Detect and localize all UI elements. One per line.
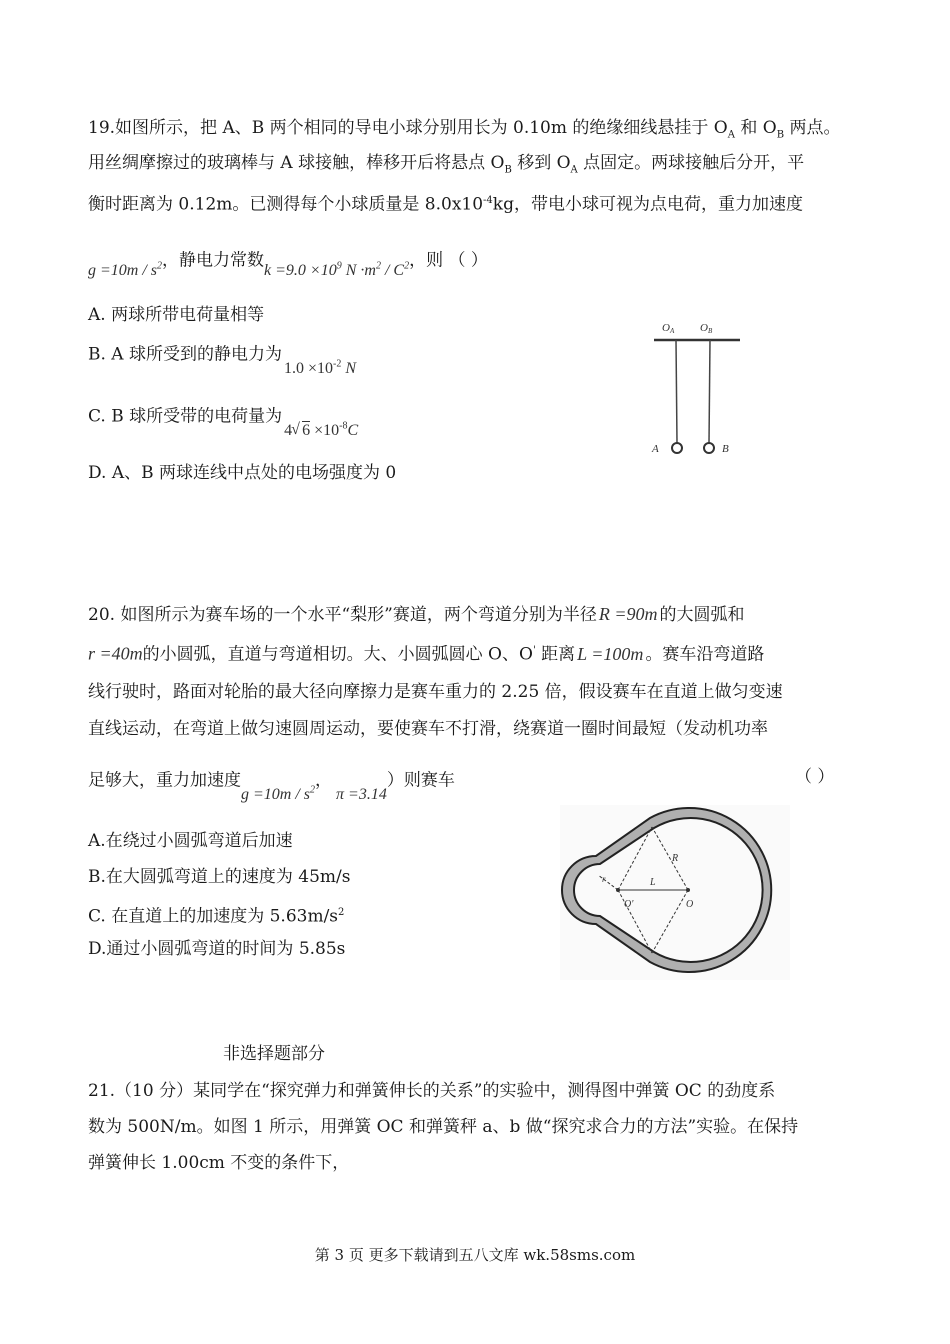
radius-r-formula: r =40m [88, 643, 143, 664]
q20-line-5 [88, 766, 455, 804]
q19-sub: A [570, 164, 578, 176]
option-text: C. 在直道上的加速度为 5.63m/s [88, 906, 339, 927]
q20-text: 距离 [535, 644, 576, 665]
q20-text: 足够大，重力加速度 [88, 770, 241, 791]
q19-text: 移到 O [511, 153, 571, 173]
q20-text: 线行驶时，路面对轮胎的最大径向摩擦力是赛车重力的 2.25 倍，假设赛车在直道上做匀变速 [88, 682, 783, 702]
q20-text: ）则赛车 [386, 770, 455, 791]
q20-text: 的大圆弧和 [659, 605, 745, 625]
q19-sup: -4 [483, 195, 493, 206]
option-text: D. A、B 两球连线中点处的电场强度为 0 [88, 463, 397, 483]
q19-sub: B [776, 129, 785, 141]
q20-line-2 [88, 640, 764, 666]
q20-text: 直线运动，在弯道上做匀速圆周运动，要使赛车不打滑，绕赛道一圈时间最短（发动机功率 [88, 719, 768, 739]
q20-option-b [88, 866, 351, 888]
q19-text: ，静电力常数 [162, 250, 265, 271]
math-sup: 2 [157, 261, 163, 272]
label-a: A [652, 443, 659, 455]
q19-sub: A [727, 129, 735, 141]
q20-track-figure [560, 805, 790, 980]
sqrt-expression [291, 421, 311, 440]
math-sup: -8 [339, 421, 348, 432]
q21-line-2 [88, 1116, 798, 1138]
option-text: B.在大圆弧弯道上的速度为 45m/s [88, 867, 351, 887]
radius-R-formula: R =90m [598, 604, 658, 624]
option-text: B. A 球所受到的静电力为 [88, 344, 282, 365]
q19-sub: B [504, 164, 512, 176]
pi-formula: π =3.14 [336, 786, 387, 804]
math-text: 1.0 ×10 [283, 360, 334, 378]
math-text: 4 [284, 422, 293, 440]
math-text: N ·m [341, 262, 376, 280]
label-ob: OB [700, 322, 713, 335]
option-text: C. B 球所受带的电荷量为 [88, 406, 283, 427]
math-sup: 2 [404, 261, 410, 272]
q19-pendulum-figure [640, 318, 760, 463]
q21-text: 21.（10 分）某同学在“探究弹力和弹簧伸长的关系”的实验中，测得图中弹簧 OC 的劲度系 [88, 1081, 776, 1101]
q19-text: 19.如图所示，把 A、B 两个相同的导电小球分别用长为 0.10m 的绝缘细线悬挂于 O [88, 118, 728, 138]
q21-text: 数为 500N/m。如图 1 所示，用弹簧 OC 和弹簧秤 a、b 做“探究求合力的方法”实验。在保持 [88, 1117, 799, 1137]
math-text: k =9.0 ×10 [264, 262, 337, 280]
q20-text: 20. 如图所示为赛车场的一个水平“梨形”赛道，两个弯道分别为半径 [88, 605, 597, 625]
thread-b [709, 340, 710, 443]
label-o-prime: O' [624, 899, 634, 910]
math-text: g =10m / s [88, 262, 158, 280]
math-sup: -2 [333, 359, 342, 370]
math-sup: 9 [336, 261, 342, 272]
q21-line-3 [88, 1152, 349, 1174]
q21-text: 弹簧伸长 1.00cm 不变的条件下， [88, 1153, 350, 1173]
page-footer [0, 1245, 950, 1265]
math-text: 6 [302, 422, 311, 440]
label-L: L [650, 877, 656, 888]
math-text: g =10m / s [241, 786, 311, 804]
q19-line-2 [88, 152, 804, 181]
label-b: B [722, 443, 729, 455]
q20-option-a [88, 830, 293, 852]
q20-text: ， [315, 770, 333, 791]
label-o: O [686, 899, 694, 910]
q19-text: 两点。 [784, 118, 841, 138]
q20-option-d [88, 938, 345, 960]
gravity-formula-2 [241, 786, 315, 803]
gravity-formula [88, 262, 162, 279]
option-b-formula [284, 360, 356, 377]
q19-line-3 [88, 190, 803, 216]
math-text: / C [380, 262, 405, 280]
q21-line-1 [88, 1080, 775, 1102]
q20-sup: ' [532, 645, 536, 656]
label-r: r [602, 874, 606, 884]
q19-line-4 [88, 246, 488, 280]
q19-text: 点固定。两球接触后分开，平 [577, 153, 805, 173]
math-sup: 2 [375, 261, 381, 272]
ball-a [672, 443, 682, 453]
coulomb-constant-formula [264, 262, 409, 279]
q20-line-4 [88, 718, 768, 740]
q19-text: 和 O [734, 118, 777, 138]
label-R: R [672, 853, 679, 864]
distance-L-formula: L =100m [577, 643, 644, 664]
q20-text: 。赛车沿弯道路 [645, 644, 765, 665]
option-text: A.在绕过小圆弧弯道后加速 [88, 831, 293, 851]
ball-b [704, 443, 714, 453]
q19-text: 衡时距离为 0.12m。已测得每个小球质量是 8.0x10 [88, 194, 484, 215]
q19-option-d [88, 462, 396, 484]
q19-text: ，则 （ ） [409, 250, 488, 271]
option-c-formula [284, 422, 358, 439]
q20-answer-paren [795, 766, 834, 788]
q19-option-a [88, 304, 264, 326]
thread-a [676, 340, 677, 443]
sqrt-symbol: √ [291, 421, 300, 439]
q19-option-c [88, 402, 359, 440]
q20-line-1 [88, 603, 744, 626]
option-sup: 2 [338, 907, 345, 918]
footer-text: 第 3 页 更多下载请到五八文库 wk.58sms.com [314, 1246, 636, 1264]
q19-line-1 [88, 117, 840, 146]
q20-text: （ ） [795, 767, 835, 787]
math-text: C [347, 422, 359, 440]
q19-text: 用丝绸摩擦过的玻璃棒与 A 球接触，棒移开后将悬点 O [88, 153, 505, 173]
q20-line-3 [88, 681, 783, 703]
math-sup: 2 [310, 785, 316, 796]
section-heading [223, 1043, 325, 1065]
q20-option-c [88, 902, 344, 928]
option-text: A. 两球所带电荷量相等 [88, 305, 265, 325]
option-text: D.通过小圆弧弯道的时间为 5.85s [88, 939, 346, 959]
label-oa: OA [662, 322, 675, 335]
math-text: ×10 [310, 422, 340, 440]
math-text: N [341, 360, 357, 378]
q19-text: kg，带电小球可视为点电荷，重力加速度 [492, 194, 803, 215]
q20-text: 的小圆弧，直道与弯道相切。大、小圆弧圆心 O、O [142, 644, 533, 665]
section-heading-text: 非选择题部分 [223, 1044, 325, 1064]
